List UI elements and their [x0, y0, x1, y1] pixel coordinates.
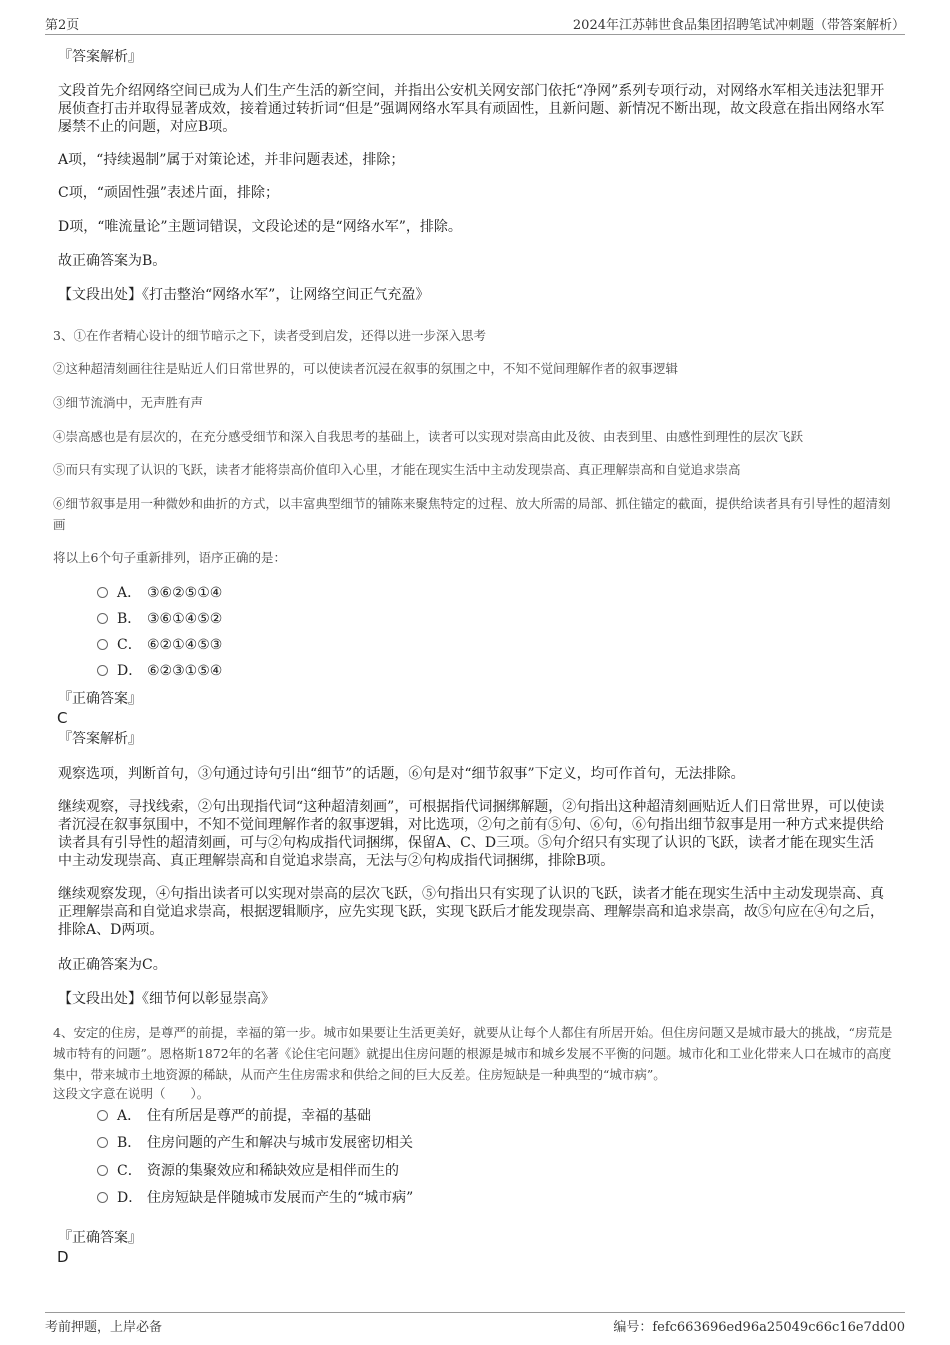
q4-option-a[interactable]: A． 住有所居是尊严的前提，幸福的基础: [97, 1106, 371, 1126]
q3-analysis-paragraph: 继续观察发现，④句指出读者可以实现对崇高的层次飞跃，⑤句指出只有实现了认识的飞跃，读者才能在现实生活中主动发现崇高、真正理解崇高和自觉追求崇高，根据逻辑顺序，应先实现飞跃，实现飞跃后才能发现崇高、理解崇高和追求崇高，故⑤句应在④句之后，排除A、D两项。: [58, 886, 884, 938]
q3-option-d[interactable]: D． ⑥②③①⑤④: [97, 661, 222, 681]
q2-analysis-paragraph: 文段首先介绍网络空间已成为人们生产生活的新空间，并指出公安机关网安部门依托“净网”系列专项行动，对网络水军相关违法犯罪开展侦查打击并取得显著成效，接着通过转折词“但是”强调网络水军具有顽固性，且新问题、新情况不断出现，故文段意在指出网络水军屡禁不止的问题，对应B项。: [58, 83, 885, 135]
document-title: 2024年江苏韩世食品集团招聘笔试冲刺题（带答案解析）: [572, 18, 905, 33]
q2-answer-statement: 故正确答案为B。: [58, 253, 167, 269]
q2-analysis-paragraph: A项，“持续遏制”属于对策论述，并非问题表述，排除；: [58, 152, 405, 168]
q4-question: 这段文字意在说明（ ）。: [53, 1086, 210, 1101]
q3-analysis-label: 『答案解析』: [58, 731, 142, 747]
q3-sentence: ②这种超清刻画往往是贴近人们日常世界的，可以使读者沉浸在叙事的氛围之中，不知不觉间理解作者的叙事逻辑: [53, 361, 679, 376]
document-id: 编号：fefc663696ed96a25049c66c16e7dd00: [613, 1320, 905, 1335]
q2-analysis-paragraph: D项，“唯流量论”主题词错误，文段论述的是“网络水军”，排除。: [58, 219, 462, 235]
q3-sentence: 3、①在作者精心设计的细节暗示之下，读者受到启发，还得以进一步深入思考: [53, 328, 486, 343]
q3-option-c[interactable]: C． ⑥②①④⑤③: [97, 635, 222, 655]
q3-option-a[interactable]: A． ③⑥②⑤①④: [97, 583, 222, 603]
q3-source: 【文段出处】《细节何以彰显崇高》: [58, 991, 275, 1007]
page-footer: [45, 1312, 905, 1338]
q4-correct-label: 『正确答案』: [58, 1230, 142, 1246]
q3-answer-statement: 故正确答案为C。: [58, 957, 167, 973]
q3-correct-answer: C: [57, 709, 68, 727]
q4-option-d[interactable]: D． 住房短缺是伴随城市发展而产生的“城市病”: [97, 1188, 413, 1208]
q4-option-b[interactable]: B． 住房问题的产生和解决与城市发展密切相关: [97, 1133, 413, 1153]
q2-analysis-label: 『答案解析』: [58, 49, 142, 65]
q3-correct-label: 『正确答案』: [58, 691, 142, 707]
q3-sentence: ④崇高感也是有层次的，在充分感受细节和深入自我思考的基础上，读者可以实现对崇高由此及彼、由表到里、由感性到理性的层次飞跃: [53, 429, 804, 444]
radio-icon[interactable]: [97, 1192, 108, 1203]
radio-icon[interactable]: [97, 1110, 108, 1121]
q3-question: 将以上6个句子重新排列，语序正确的是：: [53, 550, 286, 565]
q4-stem: 4、安定的住房，是尊严的前提，幸福的第一步。城市如果要让生活更美好，就要从让每个人都住有所居开始。但住房问题又是城市最大的挑战，“房荒是城市特有的问题”。恩格斯1872年的名著《论住宅问题》就提出住房问题的根源是城市和城乡发展不平衡的问题。城市化和工业化带来人口在城市的高度集中，带来城市土地资源的稀缺，从而产生住房需求和供给之间的巨大反差。住房短缺是一种典型的“城市病”。: [53, 1025, 893, 1082]
q3-option-b[interactable]: B． ③⑥①④⑤②: [97, 609, 222, 629]
q4-option-c[interactable]: C． 资源的集聚效应和稀缺效应是相伴而生的: [97, 1161, 399, 1181]
radio-icon[interactable]: [97, 1137, 108, 1148]
q3-sentence: ③细节流淌中，无声胜有声: [53, 395, 204, 410]
q3-sentence: ⑤而只有实现了认识的飞跃，读者才能将崇高价值印入心里，才能在现实生活中主动发现崇高、真正理解崇高和自觉追求崇高: [53, 462, 741, 477]
footer-slogan: 考前押题，上岸必备: [45, 1320, 163, 1335]
radio-icon[interactable]: [97, 639, 108, 650]
q4-correct-answer: D: [57, 1248, 69, 1266]
q2-analysis-paragraph: C项，“顽固性强”表述片面，排除；: [58, 185, 280, 201]
q3-analysis-paragraph: 继续观察，寻找线索，②句出现指代词“这种超清刻画”，可根据指代词捆绑解题，②句指出这种超清刻画贴近人们日常世界，可以使读者沉浸在叙事氛围中，不知不觉间理解作者的叙事逻辑，对比选项，②句之前有⑤句、⑥句，⑥句指出细节叙事是用一种方式来提供给读者具有引导性的超清刻画，可与②句构成指代词捆绑，保留A、C、D三项。⑤句介绍只有实现了认识的飞跃，读者才能在现实生活中主动发现崇高、真正理解崇高和自觉追求崇高，无法与②句构成指代词捆绑，排除B项。: [58, 799, 885, 869]
page-header: [45, 14, 905, 35]
q3-analysis-paragraph: 观察选项，判断首句，③句通过诗句引出“细节”的话题，⑥句是对“细节叙事”下定义，均可作首句，无法排除。: [58, 766, 745, 782]
page-number: 第2页: [45, 18, 80, 33]
radio-icon[interactable]: [97, 1165, 108, 1176]
radio-icon[interactable]: [97, 587, 108, 598]
q3-sentence: ⑥细节叙事是用一种微妙和曲折的方式，以丰富典型细节的铺陈来聚焦特定的过程、放大所需的局部、抓住锚定的截面，提供给读者具有引导性的超清刻画: [53, 496, 891, 532]
radio-icon[interactable]: [97, 613, 108, 624]
radio-icon[interactable]: [97, 665, 108, 676]
q2-source: 【文段出处】《打击整治“网络水军”，让网络空间正气充盈》: [58, 287, 430, 303]
